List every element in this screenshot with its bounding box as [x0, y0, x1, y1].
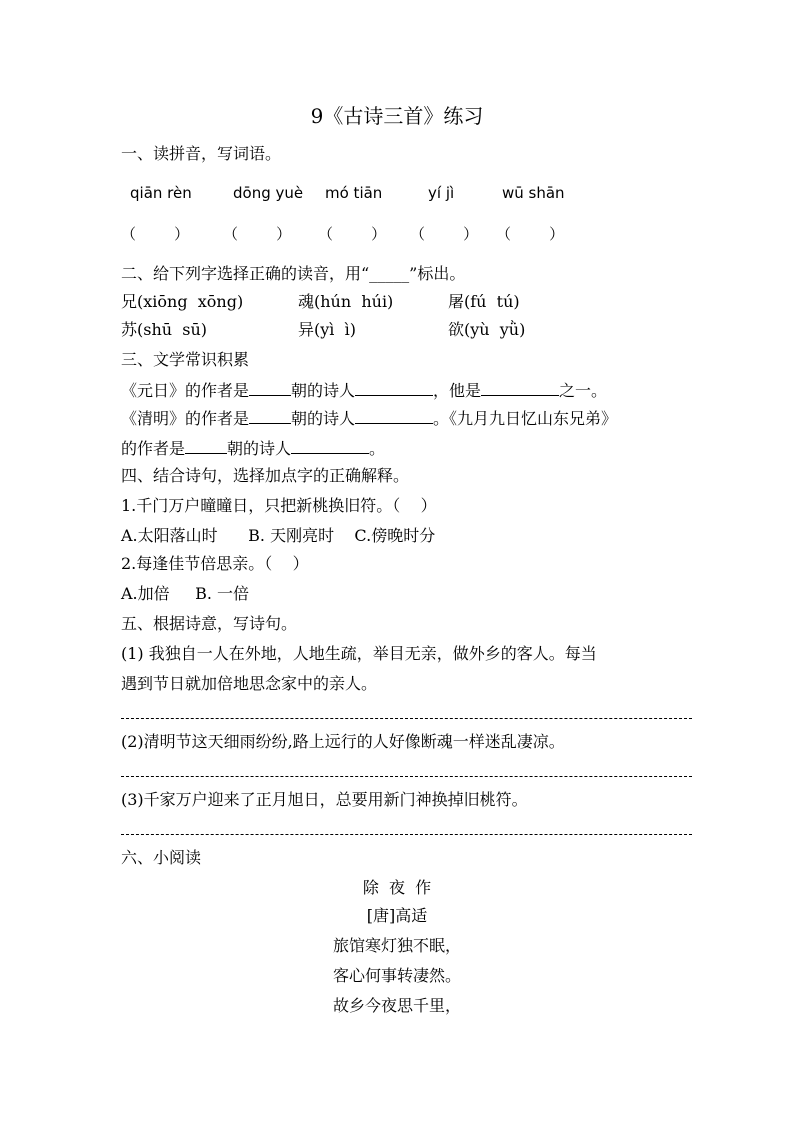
fill-blank[interactable] [249, 380, 291, 396]
question-5-2: (2)清明节这天细雨纷纷,路上远行的人好像断魂一样迷乱凄凉。 [121, 732, 565, 751]
options-4-1[interactable]: A.太阳落山时 B. 天刚亮时 C.傍晚时分 [121, 526, 436, 545]
page-title: 9《古诗三首》练习 [310, 104, 484, 128]
question-4-2: 2.每逢佳节倍思亲。（ ） [121, 554, 309, 573]
section-1-heading: 一、读拼音，写词语。 [121, 144, 282, 163]
fill-blank[interactable] [481, 380, 559, 396]
text: 。《九月九日忆山东兄弟》 [433, 409, 618, 428]
text: 。 [369, 439, 386, 458]
text: 《清明》的作者是 [121, 409, 250, 428]
literature-line-3 [121, 438, 385, 459]
answer-line[interactable] [121, 776, 692, 777]
answer-line[interactable] [121, 718, 692, 719]
text: 朝的诗人 [291, 381, 356, 400]
poem-line: 旅馆寒灯独不眠， [332, 936, 461, 955]
poem-line: 故乡今夜思千里， [332, 996, 461, 1015]
reading-choice[interactable]: 欲(yù yǜ) [448, 320, 526, 339]
reading-choice[interactable]: 异(yì ì) [298, 320, 356, 339]
poem-title: 除 夜 作 [362, 878, 432, 897]
reading-choice[interactable]: 苏(shū sū) [121, 320, 207, 339]
section-4-heading: 四、结合诗句，选择加点字的正确解释。 [121, 466, 410, 485]
pinyin-item: yí jì [428, 184, 455, 202]
options-4-2[interactable]: A.加倍 B. 一倍 [121, 584, 250, 603]
literature-line-1 [121, 380, 607, 401]
reading-choice[interactable]: 兄(xiōng xōng) [121, 292, 244, 311]
question-5-3: (3)千家万户迎来了正月旭日，总要用新门神换掉旧桃符。 [121, 790, 528, 809]
section-2-heading: 二、给下列字选择正确的读音，用“_____”标出。 [121, 264, 466, 283]
pinyin-item: dōng yuè [233, 184, 304, 202]
reading-choice[interactable]: 魂(hún húi) [298, 292, 394, 311]
question-4-1: 1.千门万户曈曈日，只把新桃换旧符。（ ） [121, 496, 437, 515]
text: 《元日》的作者是 [121, 381, 250, 400]
section-5-heading: 五、根据诗意，写诗句。 [121, 614, 298, 633]
fill-blank[interactable] [185, 438, 227, 454]
question-5-1-line-a: (1) 我独自一人在外地，人地生疏，举目无亲，做外乡的客人。每当 [121, 644, 597, 663]
answer-parentheses[interactable]: （ ） [410, 225, 479, 243]
pinyin-item: mó tiān [325, 184, 383, 202]
poem-author: [唐]高适 [366, 906, 428, 925]
answer-parentheses[interactable]: （ ） [121, 225, 190, 243]
poem-line: 客心何事转凄然。 [332, 966, 461, 985]
question-5-1-line-b: 遇到节日就加倍地思念家中的亲人。 [121, 674, 378, 693]
text: ，他是 [433, 381, 482, 400]
text: 朝的诗人 [291, 409, 356, 428]
answer-line[interactable] [121, 834, 692, 835]
answer-parentheses[interactable]: （ ） [318, 225, 387, 243]
literature-line-2 [121, 408, 617, 429]
reading-choice[interactable]: 屠(fú tú) [448, 292, 520, 311]
fill-blank[interactable] [291, 438, 369, 454]
fill-blank[interactable] [249, 408, 291, 424]
text: 的作者是 [121, 439, 186, 458]
pinyin-item: qiān rèn [130, 184, 192, 202]
fill-blank[interactable] [355, 408, 433, 424]
answer-parentheses[interactable]: （ ） [223, 225, 292, 243]
text: 之一。 [559, 381, 608, 400]
text: 朝的诗人 [227, 439, 292, 458]
section-3-heading: 三、文学常识积累 [121, 350, 250, 369]
pinyin-item: wū shān [502, 184, 565, 202]
section-6-heading: 六、小阅读 [121, 848, 202, 867]
fill-blank[interactable] [355, 380, 433, 396]
answer-parentheses[interactable]: （ ） [496, 225, 565, 243]
